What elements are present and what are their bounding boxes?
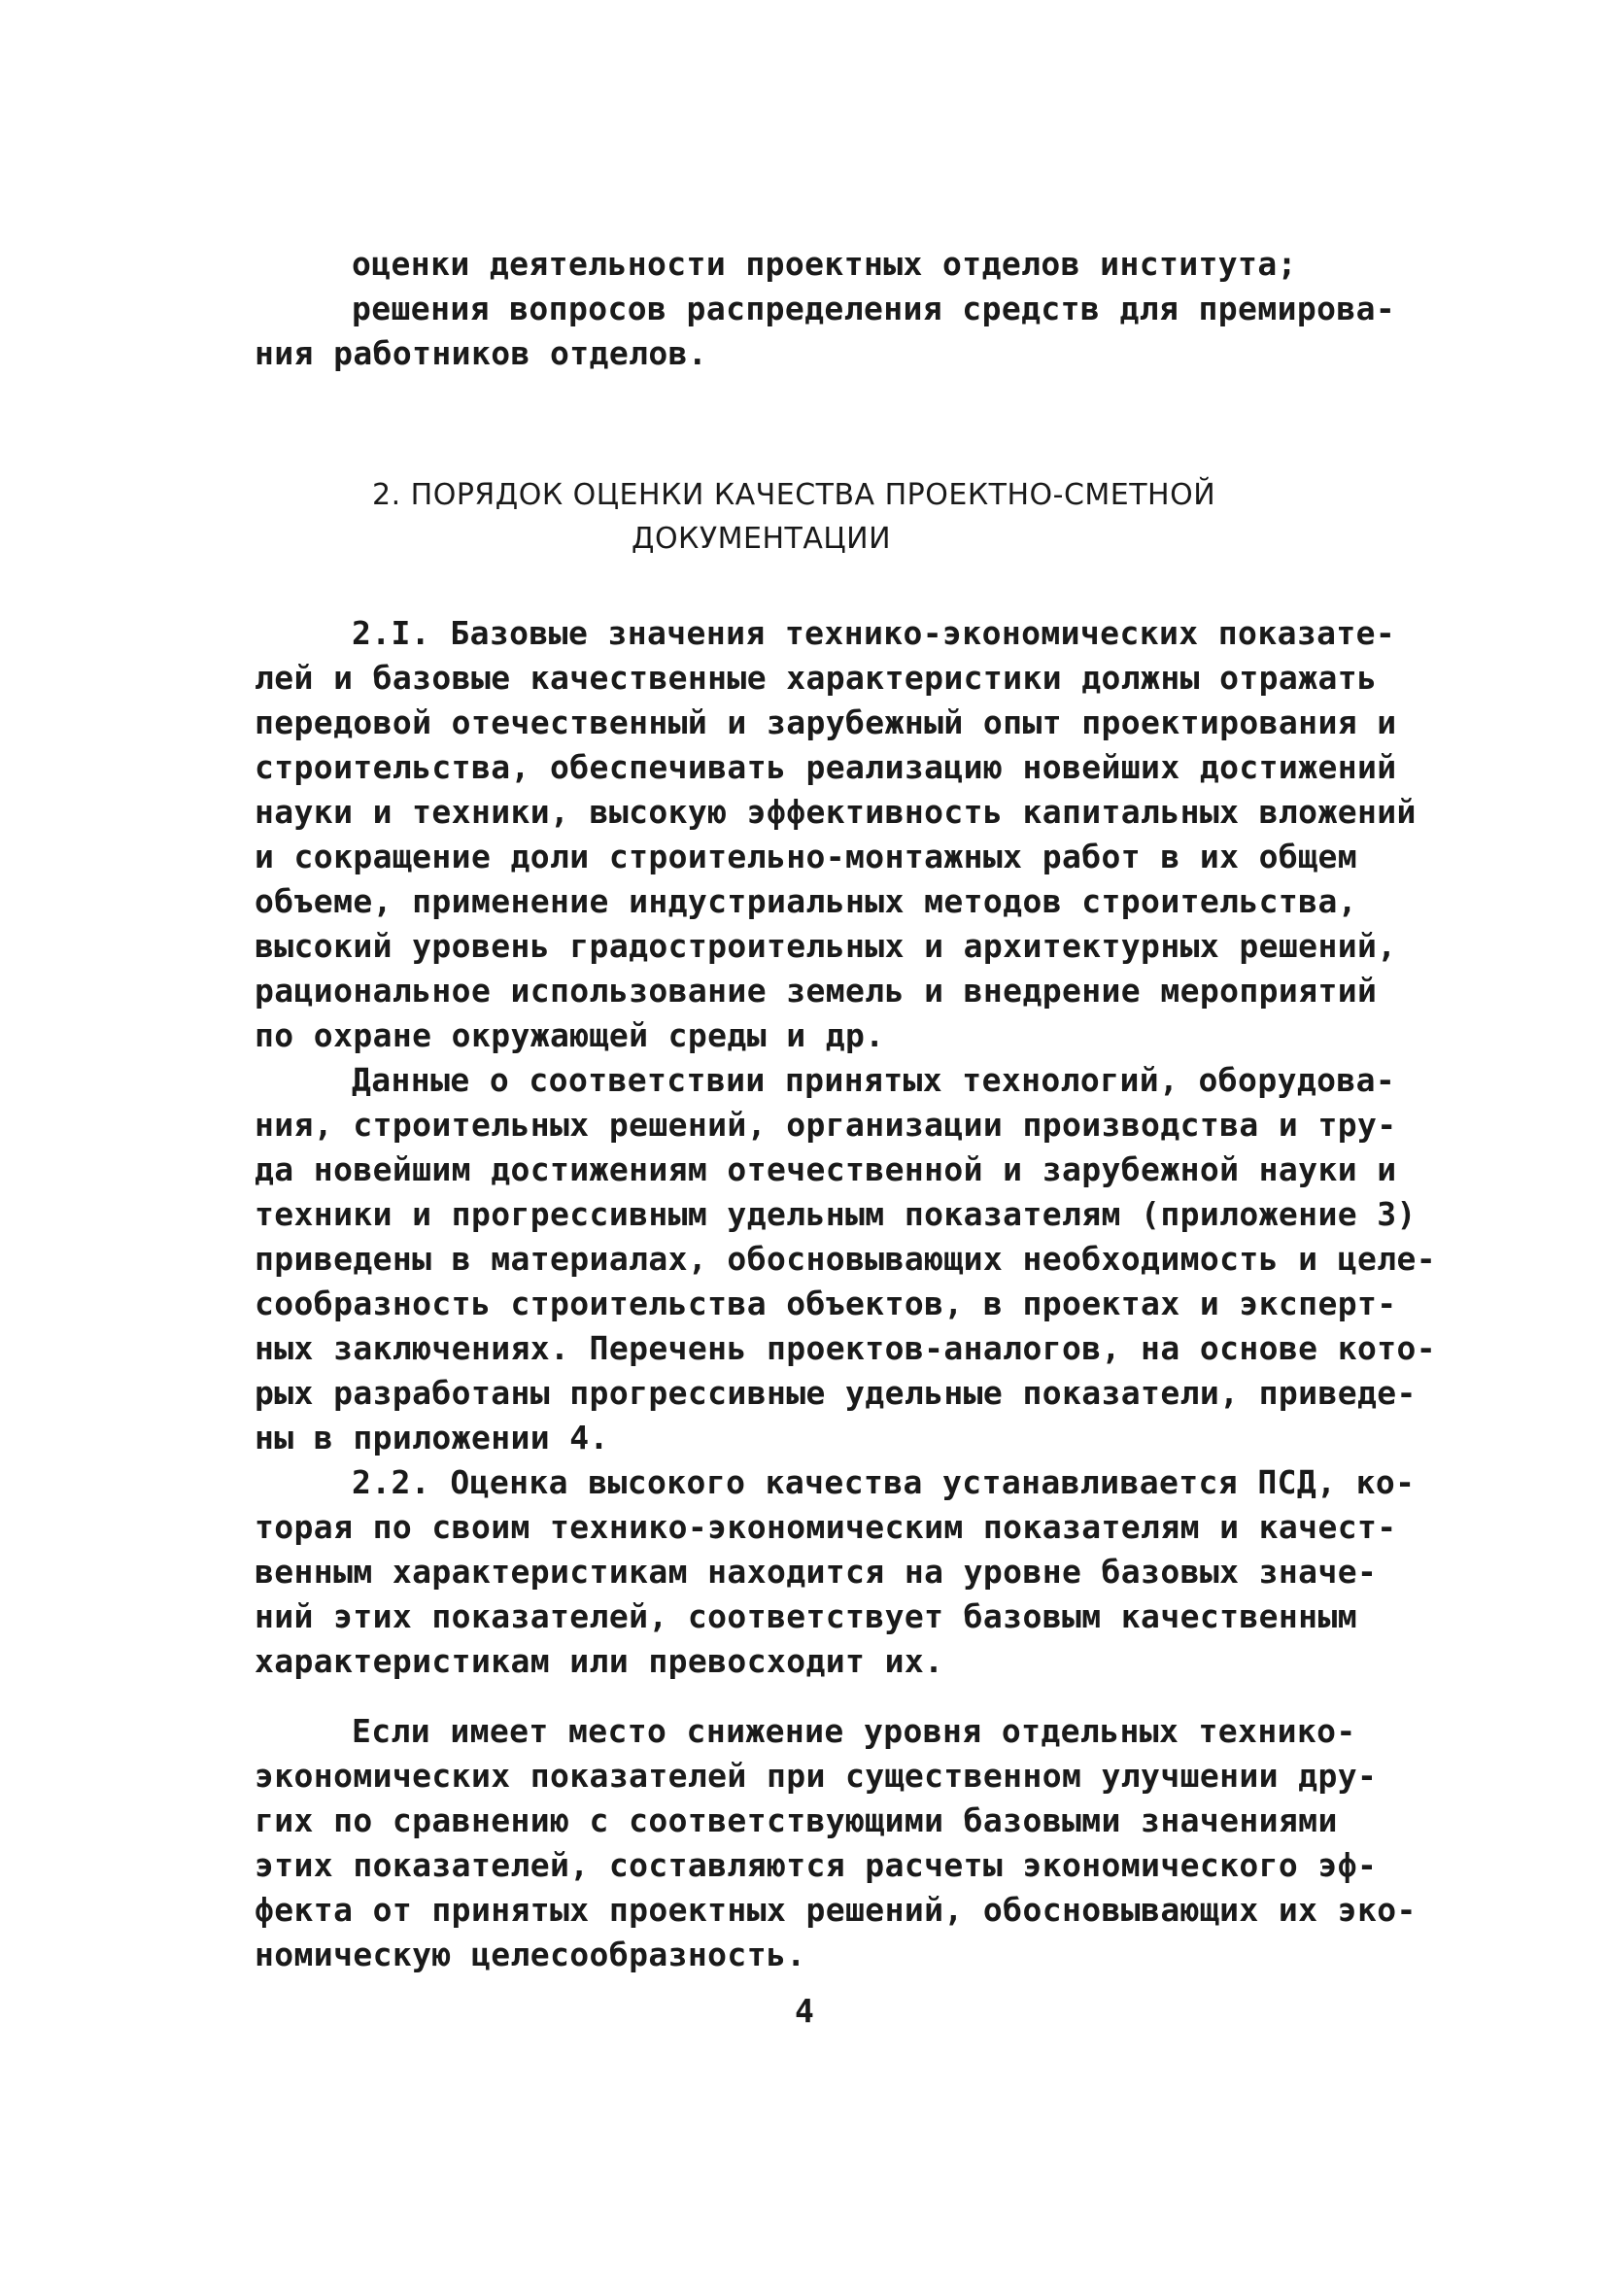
paragraph-line: рых разработаны прогрессивные удельные показатели, приведе- xyxy=(255,1374,1417,1412)
paragraph-line: Данные о соответствии принятых технологий, оборудова- xyxy=(352,1061,1396,1099)
paragraph-line: номическую целесообразность. xyxy=(255,1936,806,1973)
paragraph-line: ний этих показателей, соответствует базовым качественным xyxy=(255,1597,1357,1635)
paragraph-line: науки и техники, высокую эффективность капитальных вложений xyxy=(255,793,1417,831)
paragraph-line: да новейшим достижениям отечественной и зарубежной науки и xyxy=(255,1150,1397,1188)
paragraph-line: экономических показателей при существенном улучшении дру- xyxy=(255,1757,1378,1795)
paragraph-line: высокий уровень градостроительных и архитектурных решений, xyxy=(255,927,1397,965)
paragraph-line: строительства, обеспечивать реализацию новейших достижений xyxy=(255,748,1397,786)
paragraph-line: объеме, применение индустриальных методов строительства, xyxy=(255,882,1357,920)
page-number: 4 xyxy=(795,1992,814,2030)
section-heading: ДОКУМЕНТАЦИИ xyxy=(632,522,892,556)
paragraph-line: передовой отечественный и зарубежный опыт проектирования и xyxy=(255,703,1397,741)
paragraph-line: рациональное использование земель и внедрение мероприятий xyxy=(255,972,1378,1010)
intro-line: решения вопросов распределения средств для премирова- xyxy=(352,290,1396,327)
paragraph-line: лей и базовые качественные характеристики должны отражать xyxy=(255,659,1378,697)
paragraph-line: гих по сравнению с соответствующими базовыми значениями xyxy=(255,1801,1338,1839)
paragraph-line: 2.I. Базовые значения технико-экономических показате- xyxy=(352,614,1396,652)
paragraph-line: ных заключениях. Перечень проектов-аналогов, на основе кото- xyxy=(255,1329,1437,1367)
section-heading: 2. ПОРЯДОК ОЦЕНКИ КАЧЕСТВА ПРОЕКТНО-СМЕТНОЙ xyxy=(372,478,1216,512)
paragraph-line: и сокращение доли строительно-монтажных работ в их общем xyxy=(255,838,1357,875)
paragraph-line: фекта от принятых проектных решений, обосновывающих их эко- xyxy=(255,1891,1417,1929)
intro-line: оценки деятельности проектных отделов института; xyxy=(352,245,1297,283)
paragraph-line: характеристикам или превосходит их. xyxy=(255,1642,944,1680)
paragraph-line: приведены в материалах, обосновывающих необходимость и целе- xyxy=(255,1240,1437,1278)
paragraph-line: ны в приложении 4. xyxy=(255,1419,609,1456)
paragraph-line: техники и прогрессивным удельным показателям (приложение 3) xyxy=(255,1195,1417,1233)
paragraph-line: торая по своим технико-экономическим показателям и качест- xyxy=(255,1508,1397,1546)
intro-line: ния работников отделов. xyxy=(255,334,708,372)
paragraph-line: ния, строительных решений, организации производства и тру- xyxy=(255,1106,1397,1144)
paragraph-line: венным характеристикам находится на уровне базовых значе- xyxy=(255,1553,1378,1591)
paragraph-line: 2.2. Оценка высокого качества устанавливается ПСД, ко- xyxy=(352,1463,1416,1501)
paragraph-line: по охране окружающей среды и др. xyxy=(255,1016,885,1054)
paragraph-line: сообразность строительства объектов, в проектах и эксперт- xyxy=(255,1285,1397,1322)
paragraph-line: этих показателей, составляются расчеты экономического эф- xyxy=(255,1846,1378,1884)
paragraph-line: Если имеет место снижение уровня отдельных технико- xyxy=(352,1712,1356,1750)
